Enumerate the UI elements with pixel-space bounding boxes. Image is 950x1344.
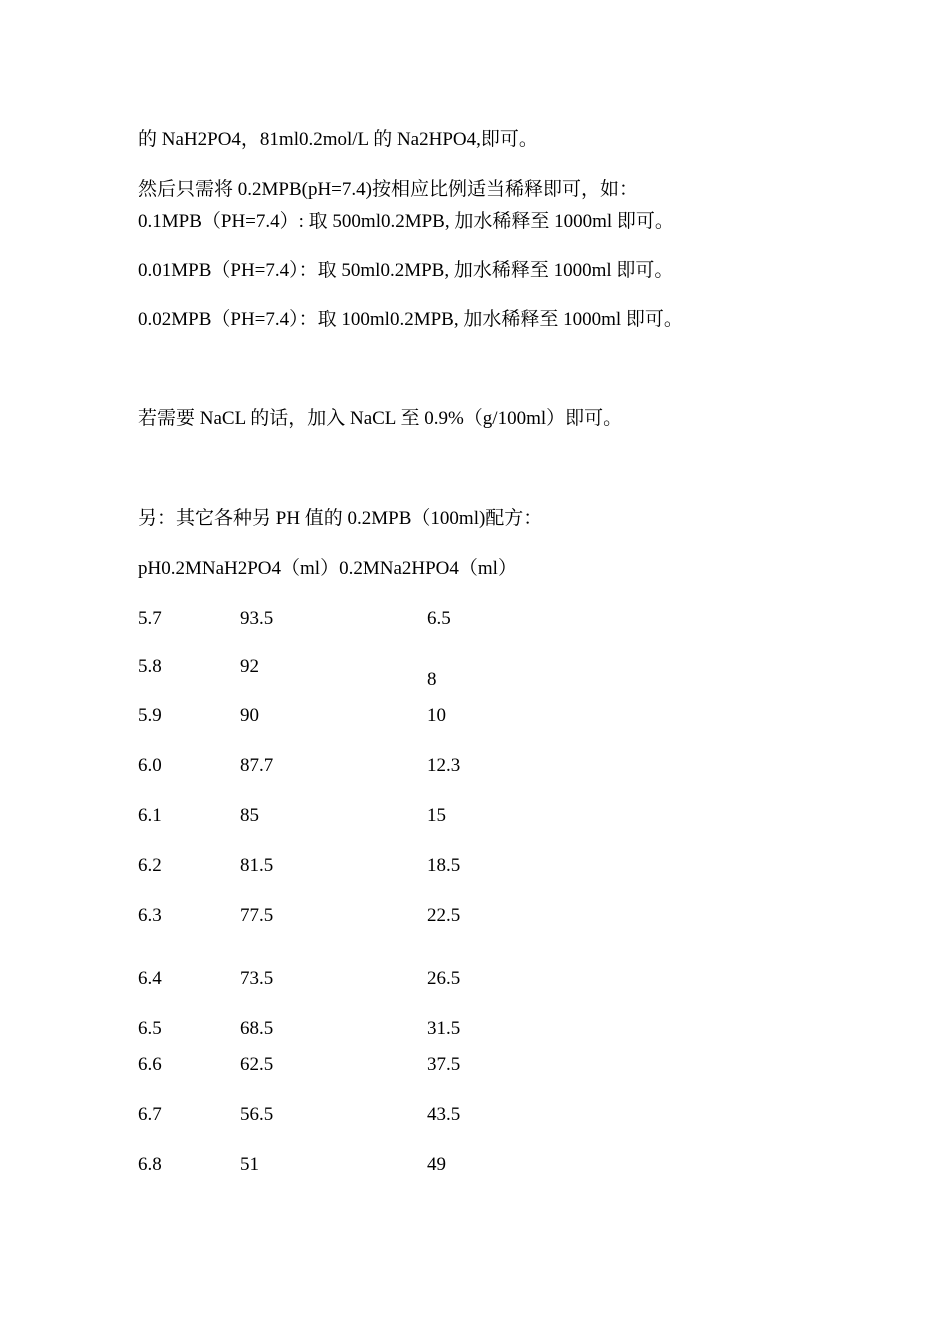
table-cell-ph: 5.9 bbox=[138, 705, 162, 726]
table-cell-na2hpo4: 31.5 bbox=[427, 1018, 461, 1039]
table-cell-nah2po4: 56.5 bbox=[240, 1104, 274, 1125]
table-cell-na2hpo4: 18.5 bbox=[427, 855, 461, 876]
paragraph-nacl-note: 若需要 NaCL 的话，加入 NaCL 至 0.9%（g/100ml）即可。 bbox=[138, 408, 623, 429]
table-cell-na2hpo4: 8 bbox=[427, 669, 437, 690]
table-cell-ph: 6.8 bbox=[138, 1154, 162, 1175]
paragraph-dilution-intro: 然后只需将 0.2MPB(pH=7.4)按相应比例适当稀释即可，如： bbox=[138, 179, 638, 200]
paragraph-dilution-0-1: 0.1MPB（PH=7.4）: 取 500ml0.2MPB, 加水稀释至 1000ml 即可。 bbox=[138, 211, 674, 232]
table-cell-ph: 6.4 bbox=[138, 968, 162, 989]
table-cell-ph: 5.8 bbox=[138, 656, 162, 677]
table-cell-nah2po4: 90 bbox=[240, 705, 259, 726]
table-cell-nah2po4: 92 bbox=[240, 656, 259, 677]
paragraph-other-ph-heading: 另：其它各种另 PH 值的 0.2MPB（100ml)配方： bbox=[138, 508, 543, 529]
table-cell-nah2po4: 87.7 bbox=[240, 755, 274, 776]
table-cell-ph: 6.1 bbox=[138, 805, 162, 826]
table-cell-nah2po4: 62.5 bbox=[240, 1054, 274, 1075]
table-cell-ph: 6.6 bbox=[138, 1054, 162, 1075]
table-cell-nah2po4: 68.5 bbox=[240, 1018, 274, 1039]
paragraph-recipe-tail: 的 NaH2PO4，81ml0.2mol/L 的 Na2HPO4,即可。 bbox=[138, 129, 538, 150]
table-cell-nah2po4: 85 bbox=[240, 805, 259, 826]
table-cell-ph: 6.0 bbox=[138, 755, 162, 776]
table-cell-ph: 6.3 bbox=[138, 905, 162, 926]
table-cell-na2hpo4: 37.5 bbox=[427, 1054, 461, 1075]
table-cell-na2hpo4: 10 bbox=[427, 705, 446, 726]
paragraph-dilution-0-01: 0.01MPB（PH=7.4）：取 50ml0.2MPB, 加水稀释至 1000ml 即可。 bbox=[138, 260, 674, 281]
table-cell-na2hpo4: 43.5 bbox=[427, 1104, 461, 1125]
table-cell-na2hpo4: 12.3 bbox=[427, 755, 461, 776]
paragraph-dilution-0-02: 0.02MPB（PH=7.4）：取 100ml0.2MPB, 加水稀释至 1000ml 即可。 bbox=[138, 309, 683, 330]
table-cell-ph: 6.7 bbox=[138, 1104, 162, 1125]
table-cell-nah2po4: 51 bbox=[240, 1154, 259, 1175]
table-cell-na2hpo4: 15 bbox=[427, 805, 446, 826]
table-cell-ph: 5.7 bbox=[138, 608, 162, 629]
table-cell-nah2po4: 77.5 bbox=[240, 905, 274, 926]
table-cell-nah2po4: 93.5 bbox=[240, 608, 274, 629]
table-cell-ph: 6.5 bbox=[138, 1018, 162, 1039]
table-cell-na2hpo4: 22.5 bbox=[427, 905, 461, 926]
table-cell-nah2po4: 81.5 bbox=[240, 855, 274, 876]
table-cell-na2hpo4: 6.5 bbox=[427, 608, 451, 629]
table-cell-ph: 6.2 bbox=[138, 855, 162, 876]
table-header: pH0.2MNaH2PO4（ml）0.2MNa2HPO4（ml） bbox=[138, 558, 517, 579]
table-cell-nah2po4: 73.5 bbox=[240, 968, 274, 989]
table-cell-na2hpo4: 49 bbox=[427, 1154, 446, 1175]
table-cell-na2hpo4: 26.5 bbox=[427, 968, 461, 989]
